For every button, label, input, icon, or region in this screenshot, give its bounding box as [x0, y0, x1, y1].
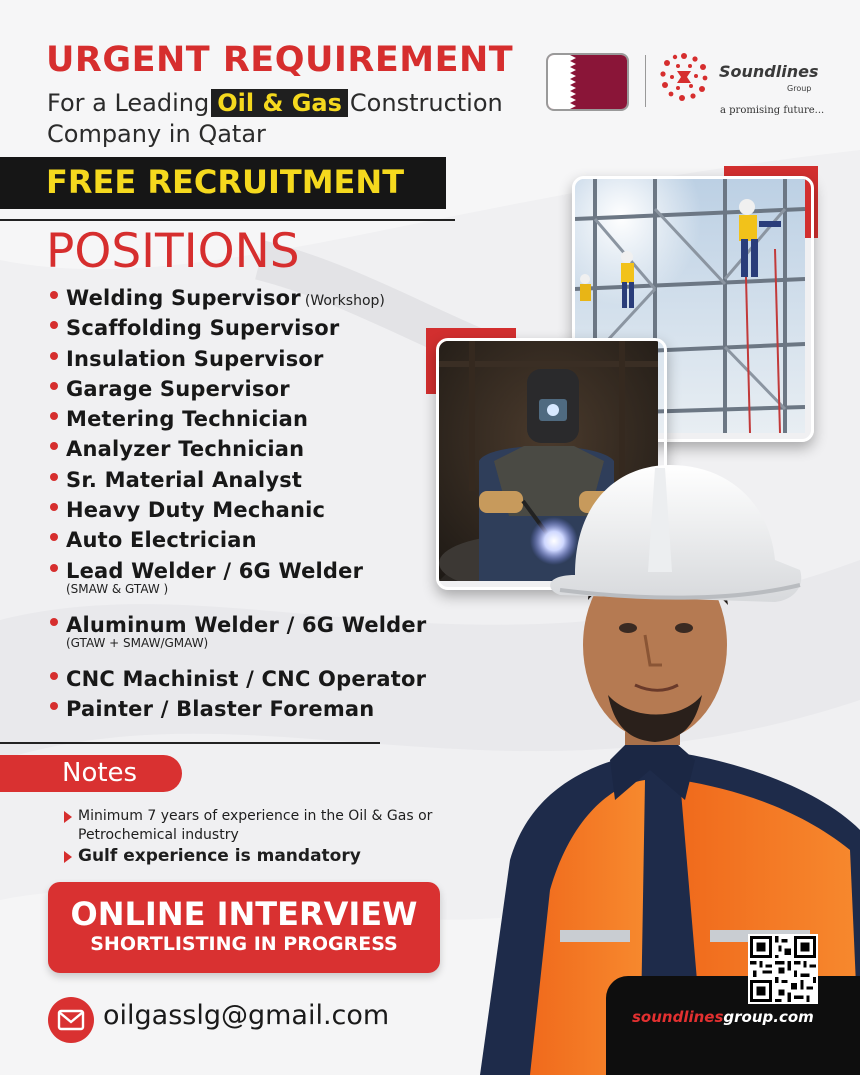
subheadline-line-1	[47, 89, 503, 117]
subheadline-prefix: For a Leading	[47, 89, 210, 117]
position-title: Garage Supervisor	[66, 376, 290, 401]
bullet-icon	[50, 321, 58, 329]
positions-list	[48, 284, 468, 725]
position-item	[48, 611, 468, 665]
bullet-icon	[50, 382, 58, 390]
position-title: Heavy Duty Mechanic	[66, 498, 326, 523]
note-item	[64, 807, 464, 845]
position-item	[48, 695, 468, 725]
bullet-icon	[50, 503, 58, 511]
position-title: Painter / Blaster Foreman	[66, 696, 375, 721]
note-text: Minimum 7 years of experience in the Oil & Gas or Petrochemical industry	[78, 808, 433, 843]
bullet-icon	[50, 352, 58, 360]
bullet-icon	[50, 702, 58, 710]
position-title: Scaffolding Supervisor	[66, 316, 340, 341]
bullet-icon	[50, 473, 58, 481]
bullet-icon	[50, 533, 58, 541]
subheadline-line-2: Company in Qatar	[47, 120, 266, 148]
position-title: Insulation Supervisor	[66, 346, 324, 371]
position-note: (Workshop)	[304, 293, 385, 309]
subheadline-suffix: Construction	[349, 89, 503, 117]
website-part-1: soundlines	[632, 1008, 724, 1026]
qatar-flag-icon	[546, 53, 629, 111]
position-item	[48, 466, 468, 496]
position-item	[48, 496, 468, 526]
logo-divider	[645, 55, 646, 107]
position-title: Auto Electrician	[66, 528, 257, 553]
arrow-icon	[64, 811, 72, 823]
note-text: Gulf experience is mandatory	[78, 846, 361, 866]
free-recruitment-text: FREE RECRUITMENT	[46, 163, 405, 201]
bullet-icon	[50, 672, 58, 680]
position-item	[48, 665, 468, 695]
position-title: Aluminum Welder / 6G Welder	[66, 612, 427, 637]
website-link[interactable]	[632, 1008, 814, 1026]
position-item	[48, 435, 468, 465]
contact-email[interactable]: oilgasslg@gmail.com	[103, 1000, 390, 1031]
position-title: Lead Welder / 6G Welder	[66, 558, 364, 583]
arrow-icon	[64, 851, 72, 863]
interview-title: ONLINE INTERVIEW	[70, 895, 418, 933]
bullet-icon	[50, 564, 58, 572]
position-item	[48, 314, 468, 344]
headline: URGENT REQUIREMENT	[46, 40, 514, 80]
bullet-icon	[50, 442, 58, 450]
position-subtext: (GTAW + SMAW/GMAW)	[66, 635, 209, 650]
soundlines-logo-icon	[657, 50, 711, 104]
qr-code-icon[interactable]	[748, 934, 818, 1004]
position-item	[48, 345, 468, 375]
position-title: CNC Machinist / CNC Operator	[66, 666, 427, 691]
worker-on-scaffold-3	[580, 274, 591, 301]
online-interview-banner	[48, 882, 440, 973]
bullet-icon	[50, 618, 58, 626]
position-item	[48, 526, 468, 556]
company-group-label: Group	[787, 84, 812, 93]
bullet-icon	[50, 291, 58, 299]
position-title: Welding Supervisor	[66, 286, 301, 310]
bullet-icon	[50, 412, 58, 420]
oil-gas-highlight: Oil & Gas	[211, 89, 348, 117]
interview-subtitle: SHORTLISTING IN PROGRESS	[90, 933, 398, 955]
position-subtext: (SMAW & GTAW )	[66, 581, 169, 596]
position-title: Sr. Material Analyst	[66, 467, 303, 492]
notes-label: Notes	[62, 758, 138, 788]
company-name: Soundlines	[719, 62, 819, 81]
position-item	[48, 284, 468, 314]
company-tagline: a promising future...	[720, 105, 825, 116]
website-part-2: group.com	[723, 1008, 814, 1026]
positions-heading: POSITIONS	[46, 224, 300, 279]
divider-top	[0, 219, 455, 221]
mail-icon	[48, 997, 94, 1043]
position-title: Analyzer Technician	[66, 437, 305, 462]
position-item	[48, 557, 468, 611]
note-item	[64, 846, 361, 866]
divider-bottom	[0, 742, 380, 744]
position-item	[48, 405, 468, 435]
position-title: Metering Technician	[66, 407, 309, 432]
position-item	[48, 375, 468, 405]
